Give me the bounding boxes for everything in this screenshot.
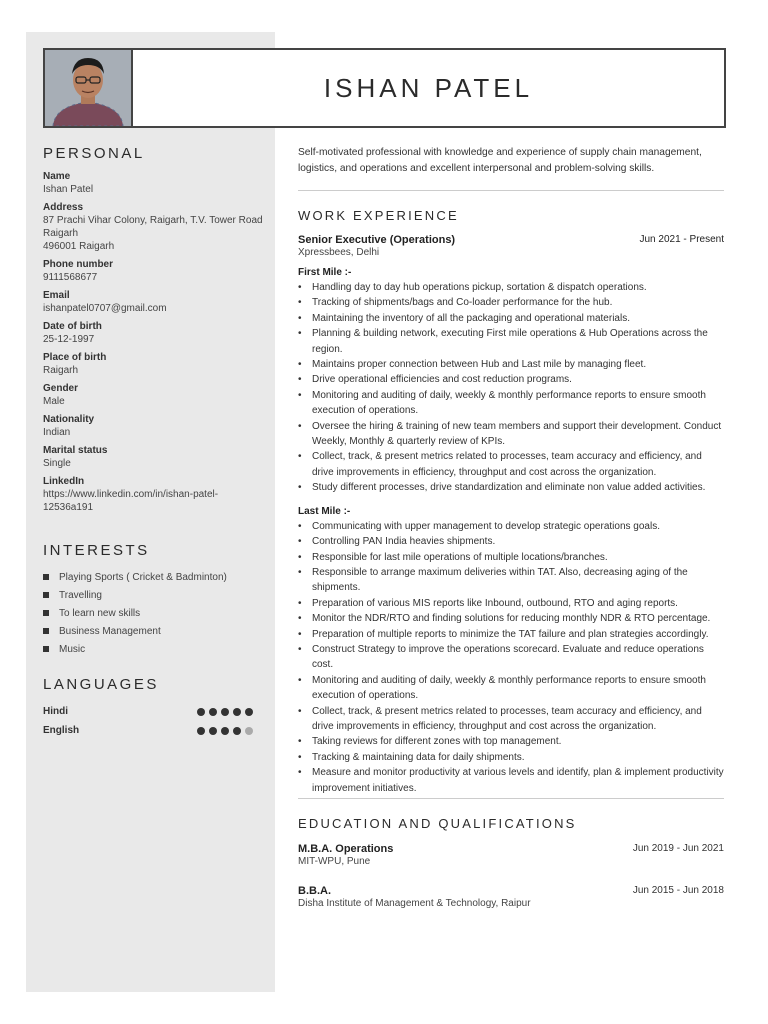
last-mile-list	[298, 519, 724, 796]
field-value: Indian	[43, 427, 71, 438]
language-row	[43, 702, 253, 721]
institution: MIT-WPU, Pune	[298, 856, 371, 867]
personal-section	[43, 170, 268, 519]
rating-dot-filled-icon	[209, 727, 217, 735]
personal-field	[43, 289, 268, 315]
interest-label: Travelling	[59, 589, 102, 601]
last-mile-heading: Last Mile :-	[298, 505, 351, 517]
responsibility-item: • Collect, track, & present metrics related to processes, team accuracy and efficiency, and drive improvements in efficiency, throughput and cost across the organization.	[312, 449, 724, 480]
field-label: Place of birth	[43, 352, 107, 363]
candidate-name: ISHAN PATEL	[323, 72, 534, 103]
rating-dot-filled-icon	[221, 727, 229, 735]
profile-photo	[43, 48, 133, 128]
square-bullet-icon	[43, 610, 49, 616]
personal-field	[43, 475, 268, 514]
responsibility-item: • Collect, track, & present metrics related to processes, team accuracy and efficiency, and drive improvements in efficiency, throughput and cost across the organization.	[312, 704, 724, 735]
responsibility-item: • Controlling PAN India heavies shipments.	[312, 534, 724, 549]
square-bullet-icon	[43, 646, 49, 652]
degree: M.B.A. Operations	[298, 843, 394, 855]
rating-dot-filled-icon	[221, 708, 229, 716]
responsibility-item: • Taking reviews for different zones with top management.	[312, 734, 724, 749]
languages-list	[43, 702, 253, 740]
field-label: Date of birth	[43, 321, 102, 332]
degree: B.B.A.	[298, 885, 331, 897]
interest-item	[43, 586, 268, 604]
responsibility-item: • Measure and monitor productivity at various levels and identify, plan & implement productivity improvement initiatives.	[312, 765, 724, 796]
job-header	[298, 234, 724, 246]
education-dates: Jun 2019 - Jun 2021	[632, 843, 724, 854]
responsibility-item: • Preparation of multiple reports to minimize the TAT failure and plan strategies accordingly.	[312, 627, 724, 642]
field-label: Address	[43, 202, 84, 213]
field-label: Name	[43, 171, 71, 182]
responsibility-item: • Tracking of shipments/bags and Co-loader performance for the hub.	[312, 295, 724, 310]
responsibility-item: • Responsible for last mile operations of multiple locations/branches.	[312, 550, 724, 565]
education-heading: EDUCATION AND QUALIFICATIONS	[298, 816, 577, 831]
interest-item	[43, 640, 268, 658]
responsibility-item: • Planning & building network, executing First mile operations & Hub Operations across the region.	[312, 326, 724, 357]
education-header	[298, 885, 724, 897]
divider	[298, 798, 724, 799]
field-value: https://www.linkedin.com/in/ishan-patel-	[43, 489, 219, 500]
profile-summary: Self-motivated professional with knowledge and experience of supply chain management, logistics, and operations and excellent interpersonal and problem-solving skills.	[298, 147, 702, 174]
languages-heading: LANGUAGES	[43, 676, 159, 693]
rating-dot-filled-icon	[209, 708, 217, 716]
field-value: ishanpatel0707@gmail.com	[43, 303, 167, 314]
language-name: English	[43, 725, 80, 736]
responsibility-item: • Study different processes, drive standardization and eliminate non value added activities.	[312, 480, 724, 495]
education-entry	[298, 885, 724, 911]
rating-dot-filled-icon	[233, 708, 241, 716]
education-dates: Jun 2015 - Jun 2018	[632, 885, 724, 896]
responsibility-item: • Monitor the NDR/RTO and finding solutions for reducing monthly NDR & RTO percentage.	[312, 611, 724, 626]
personal-field	[43, 413, 268, 439]
field-value: Single	[43, 458, 71, 469]
language-level-rating	[197, 727, 253, 735]
job-organization: Xpressbees, Delhi	[298, 247, 380, 258]
name-header	[133, 48, 726, 128]
personal-heading: PERSONAL	[43, 145, 145, 162]
divider	[298, 190, 724, 191]
responsibility-item: • Maintains proper connection between Hub and Last mile by managing fleet.	[312, 357, 724, 372]
personal-field	[43, 382, 268, 408]
field-value: Raigarh	[43, 365, 79, 376]
field-value: 25-12-1997	[43, 334, 95, 345]
language-name: Hindi	[43, 706, 68, 717]
responsibility-item: • Oversee the hiring & training of new team members and support their development. Conduct Weekly, Monthly & quarterly review of KPIs.	[312, 419, 724, 450]
responsibility-item: • Preparation of various MIS reports like Inbound, outbound, RTO and aging reports.	[312, 596, 724, 611]
education-list	[298, 843, 724, 911]
personal-field	[43, 170, 268, 196]
interest-label: To learn new skills	[59, 607, 141, 619]
job-title: Senior Executive (Operations)	[298, 234, 456, 246]
field-value: 496001 Raigarh	[43, 241, 115, 252]
personal-field	[43, 444, 268, 470]
job-dates: Jun 2021 - Present	[639, 234, 724, 245]
interests-list	[43, 568, 268, 658]
interests-heading: INTERESTS	[43, 542, 150, 559]
education-header	[298, 843, 724, 855]
interest-item	[43, 622, 268, 640]
main-column	[298, 145, 724, 911]
responsibility-item: • Maintaining the inventory of all the packaging and operational materials.	[312, 311, 724, 326]
responsibility-item: • Monitoring and auditing of daily, weekly & monthly performance reports to ensure smooth execution of operations.	[312, 388, 724, 419]
responsibility-item: • Communicating with upper management to develop strategic operations goals.	[312, 519, 724, 534]
field-label: Marital status	[43, 445, 108, 456]
field-value: Ishan Patel	[43, 184, 94, 195]
education-entry	[298, 843, 724, 869]
square-bullet-icon	[43, 592, 49, 598]
field-value: 9111568677	[43, 272, 98, 283]
personal-field	[43, 320, 268, 346]
institution: Disha Institute of Management & Technology, Raipur	[298, 898, 531, 909]
interest-item	[43, 604, 268, 622]
responsibility-item: • Responsible to arrange maximum deliveries within TAT. Also, decreasing aging of the shipments.	[312, 565, 724, 596]
language-row	[43, 721, 253, 740]
personal-field	[43, 351, 268, 377]
first-mile-list	[298, 280, 724, 496]
field-value: 87 Prachi Vihar Colony, Raigarh, T.V. Tower Road	[43, 215, 263, 226]
responsibility-item: • Construct Strategy to improve the operations scorecard. Evaluate and reduce operations cost.	[312, 642, 724, 673]
interest-label: Music	[59, 643, 86, 655]
rating-dot-filled-icon	[245, 708, 253, 716]
responsibility-item: • Tracking & maintaining data for daily shipments.	[312, 750, 724, 765]
personal-field	[43, 258, 268, 284]
rating-dot-filled-icon	[233, 727, 241, 735]
field-label: Phone number	[43, 259, 114, 270]
square-bullet-icon	[43, 574, 49, 580]
personal-field	[43, 201, 268, 253]
field-label: Email	[43, 290, 70, 301]
profile-photo-image	[45, 50, 131, 126]
field-label: LinkedIn	[43, 476, 85, 487]
responsibility-item: • Handling day to day hub operations pickup, sortation & dispatch operations.	[312, 280, 724, 295]
rating-dot-empty-icon	[245, 727, 253, 735]
rating-dot-filled-icon	[197, 727, 205, 735]
responsibility-item: • Monitoring and auditing of daily, weekly & monthly performance reports to ensure smooth execution of operations.	[312, 673, 724, 704]
field-label: Nationality	[43, 414, 95, 425]
interest-item	[43, 568, 268, 586]
first-mile-heading: First Mile :-	[298, 267, 352, 278]
square-bullet-icon	[43, 628, 49, 634]
field-value: Male	[43, 396, 65, 407]
language-level-rating	[197, 708, 253, 716]
interest-label: Business Management	[59, 625, 161, 637]
interest-label: Playing Sports ( Cricket & Badminton)	[59, 571, 227, 583]
responsibility-item: • Drive operational efficiencies and cost reduction programs.	[312, 372, 724, 387]
field-label: Gender	[43, 383, 79, 394]
rating-dot-filled-icon	[197, 708, 205, 716]
field-value: 12536a191	[43, 502, 94, 513]
work-experience-heading: WORK EXPERIENCE	[298, 208, 459, 223]
field-value: Raigarh	[43, 228, 79, 239]
